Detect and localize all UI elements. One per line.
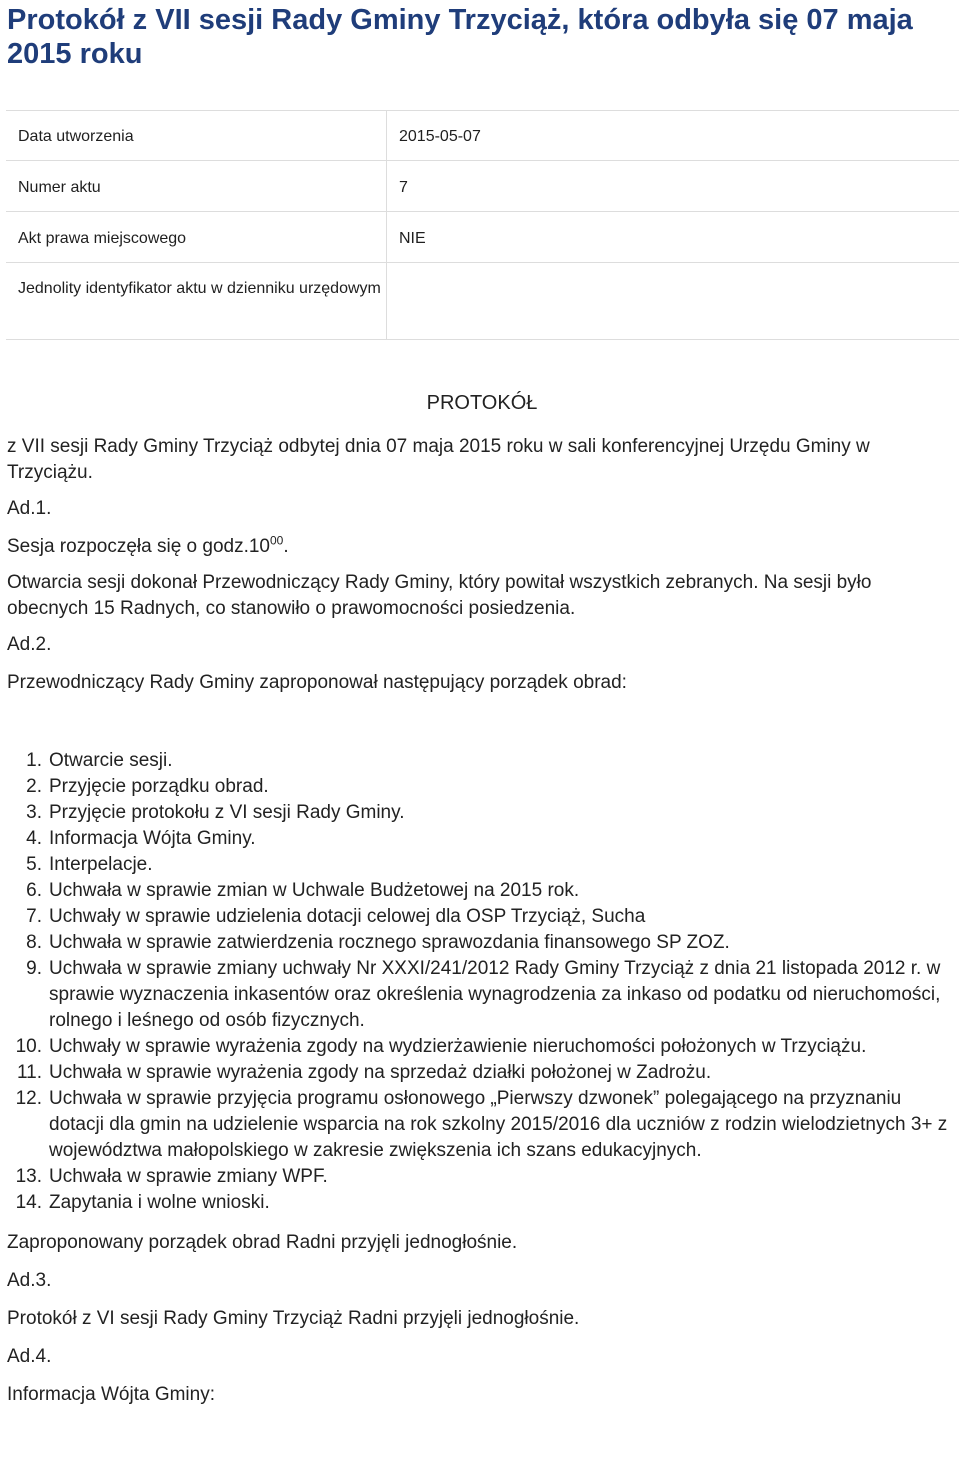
agenda-item bbox=[7, 748, 957, 774]
agenda-item bbox=[7, 1190, 957, 1216]
agenda-item-text: Uchwała w sprawie zatwierdzenia rocznego sprawozdania finansowego SP ZOZ. bbox=[49, 932, 730, 953]
agenda-item-number: 13. bbox=[15, 1166, 42, 1187]
agenda-item-number: 8. bbox=[26, 932, 42, 953]
agenda-item-number: 5. bbox=[26, 854, 42, 875]
agenda-item bbox=[7, 826, 957, 852]
section-ad3: Ad.3. bbox=[7, 1270, 52, 1291]
session-start-suffix: . bbox=[283, 536, 289, 557]
metadata-table bbox=[6, 110, 959, 340]
agenda-item-number: 12. bbox=[15, 1088, 42, 1109]
metadata-label: Numer aktu bbox=[6, 161, 387, 211]
session-start-text: Sesja rozpoczęła się o godz.10 bbox=[7, 536, 270, 557]
agenda-item-number: 6. bbox=[26, 880, 42, 901]
agenda-item-number: 3. bbox=[26, 802, 42, 823]
intro-paragraph: z VII sesji Rady Gminy Trzyciąż odbytej dnia 07 maja 2015 roku w sali konferencyjnej Urzędu Gminy w Trzyciążu. bbox=[7, 436, 870, 483]
protocol-accepted: Protokół z VI sesji Rady Gminy Trzyciąż Radni przyjęli jednogłośnie. bbox=[7, 1308, 580, 1329]
agenda-item bbox=[7, 1034, 957, 1060]
agenda-item-number: 4. bbox=[26, 828, 42, 849]
agenda-item-text: Uchwały w sprawie udzielenia dotacji celowej dla OSP Trzyciąż, Sucha bbox=[49, 906, 646, 927]
agenda-item-text: Przyjęcie protokołu z VI sesji Rady Gminy. bbox=[49, 802, 405, 823]
session-start bbox=[7, 534, 957, 560]
agenda-item bbox=[7, 1086, 957, 1164]
agenda-item-text: Uchwały w sprawie wyrażenia zgody na wydzierżawienie nieruchomości położonych w Trzyciążu. bbox=[49, 1036, 867, 1057]
metadata-value: 7 bbox=[399, 179, 408, 196]
metadata-label: Akt prawa miejscowego bbox=[6, 212, 387, 262]
agenda-item-text: Uchwała w sprawie zmiany uchwały Nr XXXI/241/2012 Rady Gminy Trzyciąż z dnia 21 listopada 2012 r. w sprawie wyznaczenia inkasentów oraz określenia wynagrodzenia za inkaso od podatku od nieruchomości, rolnego i leśnego od osób fizycznych. bbox=[49, 958, 941, 1031]
agenda-item-number: 9. bbox=[26, 958, 42, 979]
agenda-item bbox=[7, 1060, 957, 1086]
agenda-item-number: 1. bbox=[26, 750, 42, 771]
metadata-label: Jednolity identyfikator aktu w dzienniku urzędowym bbox=[6, 263, 387, 339]
agenda-item bbox=[7, 878, 957, 904]
agenda-item-number: 11. bbox=[16, 1062, 42, 1083]
agenda-item bbox=[7, 930, 957, 956]
agenda-list bbox=[7, 748, 957, 1216]
agenda-item bbox=[7, 956, 957, 1034]
metadata-row bbox=[6, 161, 959, 212]
metadata-value: 2015-05-07 bbox=[399, 128, 481, 145]
agenda-item-number: 10. bbox=[15, 1036, 42, 1057]
agenda-item bbox=[7, 774, 957, 800]
agenda-item-text: Informacja Wójta Gminy. bbox=[49, 828, 256, 849]
agenda-item bbox=[7, 800, 957, 826]
agenda-item-text: Uchwała w sprawie zmiany WPF. bbox=[49, 1166, 328, 1187]
document-body bbox=[7, 388, 957, 1408]
metadata-row bbox=[6, 263, 959, 340]
agenda-item bbox=[7, 852, 957, 878]
agenda-item-text: Uchwała w sprawie przyjęcia programu osłonowego „Pierwszy dzwonek” polegającego na przyznaniu dotacji dla gmin na udzielenie wsparcia na rok szkolny 2015/2016 dla uczniów z rodzin wielodzietnych 3+ z województwa małopolskiego w zakresie zwiększenia ich szans edukacyjnych. bbox=[49, 1088, 948, 1161]
protocol-heading: PROTOKÓŁ bbox=[426, 392, 538, 414]
metadata-row bbox=[6, 212, 959, 263]
agenda-accepted: Zaproponowany porządek obrad Radni przyjęli jednogłośnie. bbox=[7, 1232, 518, 1253]
agenda-item-number: 7. bbox=[26, 906, 42, 927]
agenda-item-text: Otwarcie sesji. bbox=[49, 750, 173, 771]
session-start-minutes: 00 bbox=[270, 533, 284, 548]
agenda-item-text: Przyjęcie porządku obrad. bbox=[49, 776, 269, 797]
agenda-item-text: Zapytania i wolne wnioski. bbox=[49, 1192, 270, 1213]
agenda-intro: Przewodniczący Rady Gminy zaproponował następujący porządek obrad: bbox=[7, 672, 627, 693]
agenda-item-text: Interpelacje. bbox=[49, 854, 153, 875]
section-ad4: Ad.4. bbox=[7, 1346, 52, 1367]
metadata-value: NIE bbox=[399, 230, 426, 247]
section-ad2: Ad.2. bbox=[7, 634, 52, 655]
agenda-item-text: Uchwała w sprawie zmian w Uchwale Budżetowej na 2015 rok. bbox=[49, 880, 580, 901]
agenda-item-number: 14. bbox=[15, 1192, 42, 1213]
document-title: Protokół z VII sesji Rady Gminy Trzyciąż, która odbyła się 07 maja 2015 roku bbox=[7, 4, 913, 70]
agenda-item bbox=[7, 904, 957, 930]
mayor-info-heading: Informacja Wójta Gminy: bbox=[7, 1384, 215, 1405]
section-ad1: Ad.1. bbox=[7, 498, 52, 519]
metadata-value bbox=[387, 263, 959, 339]
agenda-item-text: Uchwała w sprawie wyrażenia zgody na sprzedaż działki położonej w Zadrożu. bbox=[49, 1062, 712, 1083]
agenda-item bbox=[7, 1164, 957, 1190]
metadata-row bbox=[6, 111, 959, 161]
opening-paragraph: Otwarcia sesji dokonał Przewodniczący Rady Gminy, który powitał wszystkich zebranych. Na sesji było obecnych 15 Radnych, co stanowiło o prawomocności posiedzenia. bbox=[7, 572, 872, 619]
metadata-label: Data utworzenia bbox=[6, 111, 387, 160]
agenda-item-number: 2. bbox=[26, 776, 42, 797]
